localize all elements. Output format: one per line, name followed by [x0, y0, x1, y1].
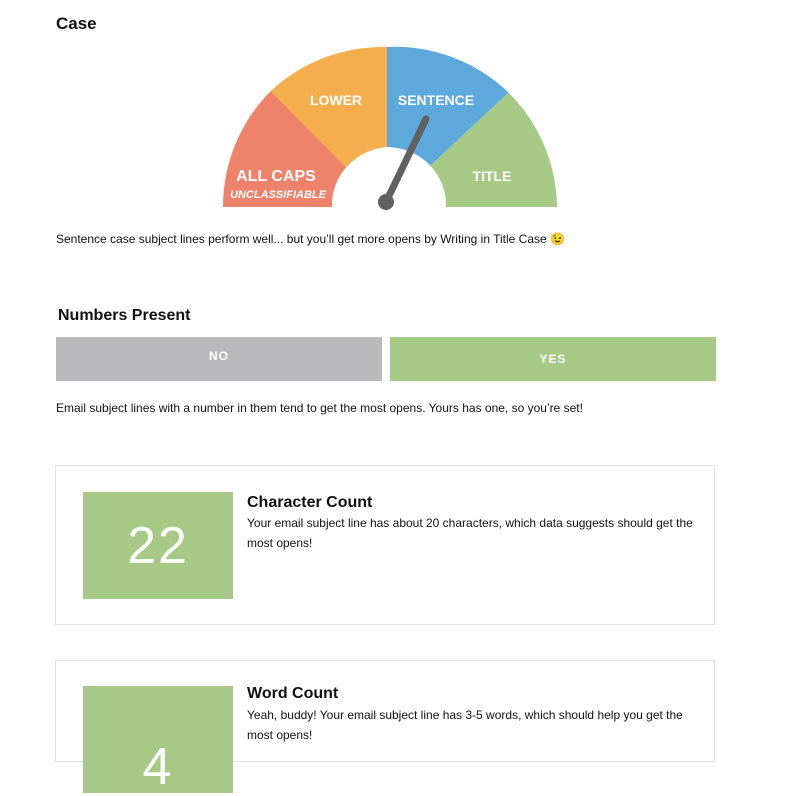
gauge-label-sentence: SENTENCE — [397, 92, 475, 108]
case-title: Case — [56, 14, 97, 33]
word-count-text: Yeah, buddy! Your email subject line has 3-5 words, which should help you get the most opens! — [247, 708, 683, 742]
character-count-text: Your email subject line has about 20 characters, which data suggests should get the most opens! — [247, 516, 693, 550]
case-description: Sentence case subject lines perform well... but you’ll get more opens by Writing in Title Case 😉 — [56, 232, 565, 246]
word-count-value: 4 — [83, 686, 233, 793]
gauge-label-lower: LOWER — [309, 92, 363, 108]
word-count-card — [55, 660, 715, 796]
character-count-card — [55, 465, 715, 625]
numbers-present-title: Numbers Present — [58, 307, 191, 324]
case-gauge — [215, 42, 565, 212]
numbers-present-description: Email subject lines with a number in them tend to get the most opens. Yours has one, so you’re set! — [56, 401, 583, 415]
numbers-option-no-label: NO — [209, 349, 229, 363]
gauge-needle-pivot — [378, 194, 394, 210]
character-count-title: Character Count — [247, 494, 373, 511]
gauge-label-all-caps: ALL CAPS — [236, 168, 316, 185]
word-count-title: Word Count — [247, 685, 339, 702]
numbers-option-yes-label: YES — [539, 352, 567, 366]
numbers-option-yes[interactable] — [390, 337, 716, 381]
character-count-value: 22 — [83, 492, 233, 599]
gauge-sublabel-unclassifiable: UNCLASSIFIABLE — [230, 189, 326, 201]
numbers-option-no[interactable] — [56, 337, 382, 381]
gauge-label-title: TITLE — [472, 168, 512, 184]
